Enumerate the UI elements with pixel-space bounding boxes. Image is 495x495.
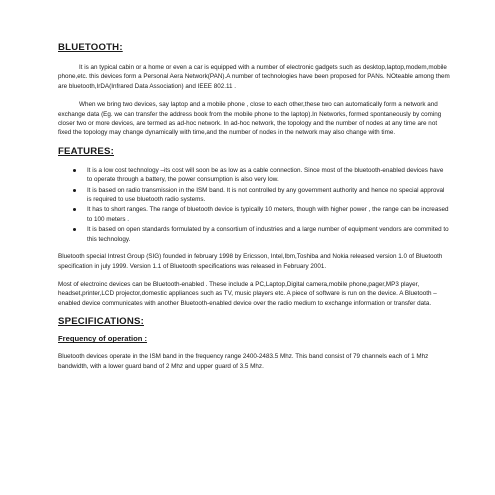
bullet-icon (73, 169, 76, 172)
adhoc-network-paragraph: When we bring two devices, say laptop and a mobile phone , close to each other,these two can automatically form a network and exchange data (Eg. we can transfer the address book from the mobile phone to the laptop).In Networks, formed spontaneously by coming closer two or more devices, are termed as ad-hoc network. In ad-hoc network, the topology and the number of nodes at any time are not fixed the topology may change dynamically with time,and the number of nodes in the network may also change with time. (58, 101, 442, 137)
sig-paragraph: Bluetooth special Intrest Group (SIG) founded in february 1998 by Ericsson, Intel,Ibm,Toshiba and Nokia released version 1.0 of Bluetooth specification in july 1999. Version 1.1 of Bluetooth specifications was released in February 2001. (58, 253, 443, 270)
list-item (73, 225, 450, 244)
feature-text: It is based on radio transmission in the ISM band. It is not controlled by any government authority and hence no special approval is required to use bluetooth radio systems. (87, 186, 445, 204)
bluetooth-intro-paragraph: It is an typical cabin or a home or even a car is equipped with a number of electronic gadgets such as desktop,laptop,modem,mobile phone,etc. this devices form a Personal Aera Network(PAN).A number of technologies have been proposed for PANs. NOteable among them are bluetooth,IrDA(Infrared Data Association) and IEEE 802.11 . (58, 64, 450, 90)
bullet-icon (73, 189, 76, 192)
feature-text: It is a low cost technology –its cost will soon be as low as a cable connection. Since most of the bluetooth-enabled devices have to operate through a battery, the power consumption is also very low. (87, 166, 444, 184)
features-heading: FEATURES: (58, 145, 114, 157)
features-list (58, 166, 450, 244)
enabled-devices-paragraph: Most of electroinc devices can be Bluetooth-enabled . These include a PC,Laptop,Digital camera,mobile phone,pager,MP3 player, headset,printer,LCD projector,domestic appliances such as TV, music players etc. A piece of software is run on the device. A Bluetooth –enabled device communicates with another Bluetooth-enabled device over the radio medium to exchange information or transfer data. (58, 280, 437, 307)
feature-text: It has to short ranges. The range of bluetooth device is typically 10 meters, though with higher power , the range can be increased to 100 meters . (87, 206, 449, 223)
list-item (73, 186, 450, 205)
bluetooth-heading: BLUETOOTH: (58, 42, 123, 53)
frequency-subheading: Frequency of operation : (58, 334, 148, 344)
list-item (73, 166, 450, 185)
specifications-heading: SPECIFICATIONS: (58, 316, 144, 328)
document-page (58, 42, 450, 371)
list-item (73, 205, 450, 224)
bullet-icon (73, 208, 76, 211)
frequency-paragraph: Bluetooth devices operate in the ISM band in the frequency range 2400-2483.5 Mhz. This band consist of 79 channels each of 1 Mhz bandwidth, with a lower guard band of 2 Mhz and upper guard of 3.5 Mhz. (58, 353, 429, 370)
feature-text: It is based on open standards formulated by a consortium of industries and a large number of equipment vendors are commited to this technology. (87, 226, 449, 243)
bullet-icon (73, 228, 76, 231)
